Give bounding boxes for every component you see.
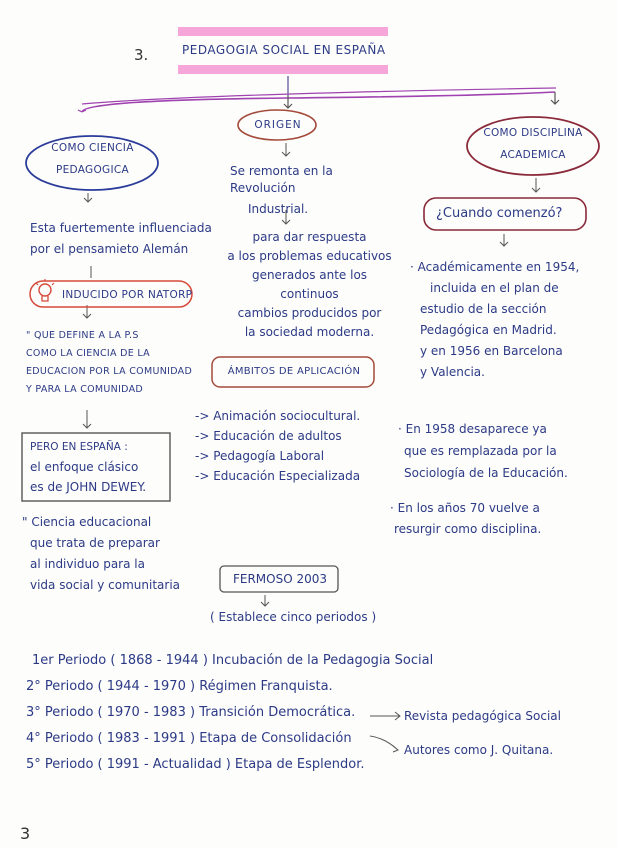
- right-text3: [390, 498, 541, 540]
- left-quote2: [22, 512, 180, 596]
- quote-line: COMO LA CIENCIA DE LA: [26, 348, 150, 359]
- right-line: incluida en el plan de: [430, 281, 559, 295]
- right-line: · En 1958 desaparece ya: [398, 422, 547, 436]
- quote2-line: al individuo para la: [30, 557, 145, 571]
- ambito-item: -> Educación Especializada: [195, 469, 361, 483]
- origen-line: para dar respuesta: [252, 230, 367, 244]
- section-number: 3.: [134, 46, 149, 64]
- period-item: 2° Periodo ( 1944 - 1970 ) Régimen Franquista.: [26, 679, 333, 694]
- dewey-line: el enfoque clásico: [30, 460, 139, 474]
- left-quote: [26, 327, 192, 399]
- quote2-line: " Ciencia educacional: [22, 515, 152, 529]
- disciplina-title: [476, 125, 590, 163]
- right-line: · Académicamente en 1954,: [410, 260, 580, 274]
- ambito-item: -> Pedagogía Laboral: [195, 449, 325, 463]
- right-line: Pedagógica en Madrid.: [420, 323, 557, 337]
- disciplina-title-line1: COMO DISCIPLINA: [483, 127, 583, 139]
- ambitos-title: ÁMBITOS DE APLICACIÓN: [227, 366, 361, 377]
- text-line: por el pensamieto Alemán: [30, 242, 189, 256]
- ciencia-title-line1: COMO CIENCIA: [51, 142, 134, 154]
- page-number: 3: [20, 824, 31, 843]
- origen-line: cambios producidos por: [237, 306, 382, 320]
- quote-line: " QUE DEFINE A LA P.S: [26, 330, 139, 341]
- ciencia-title: [45, 140, 140, 178]
- establece-label: ( Establece cinco periodos ): [210, 610, 377, 624]
- ambitos-list: [195, 406, 360, 486]
- quote2-line: vida social y comunitaria: [30, 578, 181, 592]
- right-line: · En los años 70 vuelve a: [390, 501, 540, 515]
- title-highlight-top: [178, 27, 388, 36]
- right-line: Sociología de la Educación.: [404, 466, 568, 480]
- period-item: 4° Periodo ( 1983 - 1991 ) Etapa de Consolidación: [26, 731, 352, 746]
- periods-list: [26, 648, 434, 778]
- right-line: y Valencia.: [420, 365, 485, 379]
- right-line: resurgir como disciplina.: [394, 522, 542, 536]
- ambito-item: -> Animación sociocultural.: [195, 409, 361, 423]
- origen-text2: [222, 228, 397, 342]
- origen-line: la sociedad moderna.: [244, 325, 375, 339]
- page-title: PEDAGOGIA SOCIAL EN ESPAÑA: [182, 43, 386, 57]
- quote-line: Y PARA LA COMUNIDAD: [26, 384, 144, 395]
- ciencia-title-line2: PEDAGOGICA: [55, 164, 129, 176]
- right-text1: [410, 257, 579, 383]
- origen-line: generados ante los continuos: [251, 268, 368, 301]
- fermoso-label: FERMOSO 2003: [232, 572, 328, 586]
- origen-title: ORIGEN: [254, 119, 302, 131]
- side-note-autores: Autores como J. Quitana.: [404, 743, 554, 757]
- right-text2: [398, 418, 568, 484]
- period-item: 3° Periodo ( 1970 - 1983 ) Transición Democrática.: [26, 705, 356, 720]
- origen-line: Industrial.: [248, 202, 309, 216]
- dewey-line: es de JOHN DEWEY.: [30, 480, 147, 494]
- dewey-line: PERO EN ESPAÑA :: [30, 441, 128, 453]
- origen-line: a los problemas educativos: [227, 249, 392, 263]
- right-line: que es remplazada por la: [404, 444, 557, 458]
- right-line: y en 1956 en Barcelona: [420, 344, 563, 358]
- period-item: 5° Periodo ( 1991 - Actualidad ) Etapa de Esplendor.: [26, 757, 365, 772]
- period-item: 1er Periodo ( 1868 - 1944 ) Incubación de la Pedagogia Social: [32, 653, 434, 668]
- title-highlight-bottom: [178, 65, 388, 74]
- side-note-revista: Revista pedagógica Social: [404, 709, 561, 723]
- disciplina-title-line2: ACADEMICA: [500, 149, 566, 161]
- quote2-line: que trata de preparar: [30, 536, 160, 550]
- ambito-item: -> Educación de adultos: [195, 429, 342, 443]
- quote-line: EDUCACION POR LA COMUNIDAD: [26, 366, 193, 377]
- text-line: Esta fuertemente influenciada: [30, 221, 212, 235]
- origen-text1: [230, 163, 395, 218]
- right-line: estudio de la sección: [420, 302, 547, 316]
- dewey-text: [30, 437, 146, 497]
- question-label: ¿Cuando comenzó?: [436, 206, 563, 221]
- inducido-label: INDUCIDO POR NATORP: [62, 289, 193, 301]
- left-text1: [30, 220, 212, 258]
- origen-line: Se remonta en la Revolución: [230, 164, 333, 195]
